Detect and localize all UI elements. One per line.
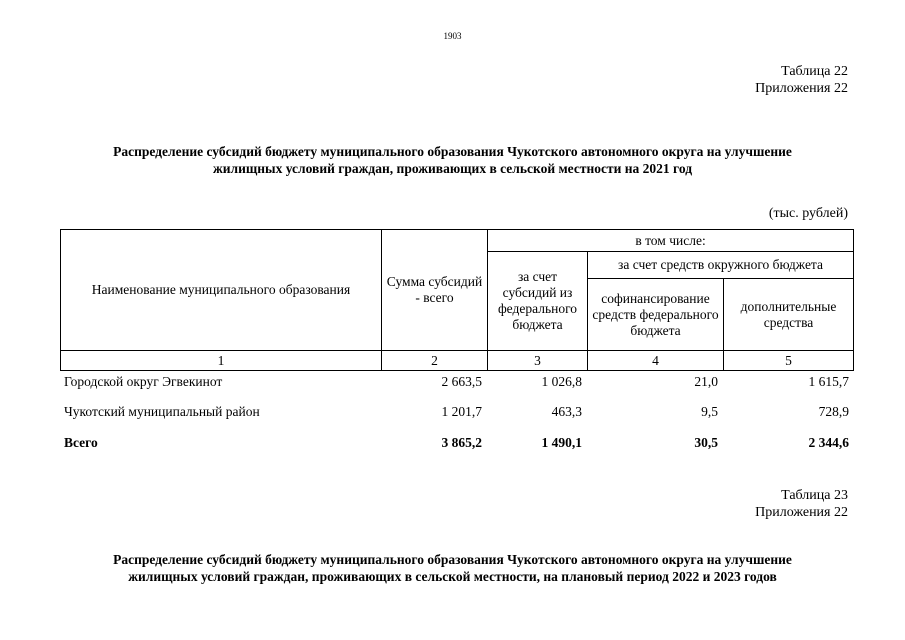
table-23-title-line-2: жилищных условий граждан, проживающих в сельской местности, на плановый период 2022 и 2023 годов bbox=[128, 569, 777, 584]
table-total-row bbox=[60, 435, 853, 453]
header-cofinancing: софинансирование средств федерального бюджета bbox=[588, 279, 724, 351]
row-cofinancing: 9,5 bbox=[701, 404, 718, 419]
header-regional: за счет средств окружного бюджета bbox=[588, 252, 854, 279]
col-number-5: 5 bbox=[724, 351, 854, 371]
table-22-appendix: Приложения 22 bbox=[755, 81, 848, 96]
col-number-1: 1 bbox=[61, 351, 382, 371]
header-federal: за счет субсидий из федерального бюджета bbox=[488, 252, 588, 351]
total-additional: 2 344,6 bbox=[808, 435, 849, 450]
total-cofinancing: 30,5 bbox=[694, 435, 718, 450]
header-total: Сумма субсидий - всего bbox=[382, 230, 488, 351]
col-number-3: 3 bbox=[488, 351, 588, 371]
header-additional: дополнительные средства bbox=[724, 279, 854, 351]
header-including: в том числе: bbox=[488, 230, 854, 252]
table-23-reference bbox=[755, 487, 848, 521]
header-name: Наименование муниципального образования bbox=[61, 230, 382, 351]
row-name: Городской округ Эгвекинот bbox=[64, 374, 223, 389]
row-name: Чукотский муниципальный район bbox=[64, 404, 260, 419]
row-federal: 1 026,8 bbox=[541, 374, 582, 389]
table-row bbox=[60, 374, 853, 392]
table-22-header bbox=[60, 229, 854, 371]
row-federal: 463,3 bbox=[551, 404, 582, 419]
table-22-reference bbox=[755, 63, 848, 97]
col-number-2: 2 bbox=[382, 351, 488, 371]
row-additional: 1 615,7 bbox=[808, 374, 849, 389]
row-total: 2 663,5 bbox=[441, 374, 482, 389]
table-23-title-line-1: Распределение субсидий бюджету муниципального образования Чукотского автономного округа на улучшение bbox=[113, 552, 792, 567]
table-22-number: Таблица 22 bbox=[781, 64, 848, 79]
total-sum: 3 865,2 bbox=[441, 435, 482, 450]
page-number: 1903 bbox=[443, 31, 462, 41]
total-label: Всего bbox=[64, 435, 98, 450]
units-label: (тыс. рублей) bbox=[768, 206, 848, 221]
table-row bbox=[60, 404, 853, 422]
table-23-appendix: Приложения 22 bbox=[755, 505, 848, 520]
table-23-title bbox=[60, 551, 845, 585]
col-number-4: 4 bbox=[588, 351, 724, 371]
table-23-number: Таблица 23 bbox=[781, 488, 848, 503]
row-total: 1 201,7 bbox=[441, 404, 482, 419]
table-22-title-line-2: жилищных условий граждан, проживающих в сельской местности на 2021 год bbox=[212, 161, 693, 176]
total-federal: 1 490,1 bbox=[541, 435, 582, 450]
row-additional: 728,9 bbox=[818, 404, 849, 419]
table-22-title bbox=[60, 143, 845, 177]
row-cofinancing: 21,0 bbox=[694, 374, 718, 389]
table-22-title-line-1: Распределение субсидий бюджету муниципального образования Чукотского автономного округа на улучшение bbox=[113, 144, 792, 159]
